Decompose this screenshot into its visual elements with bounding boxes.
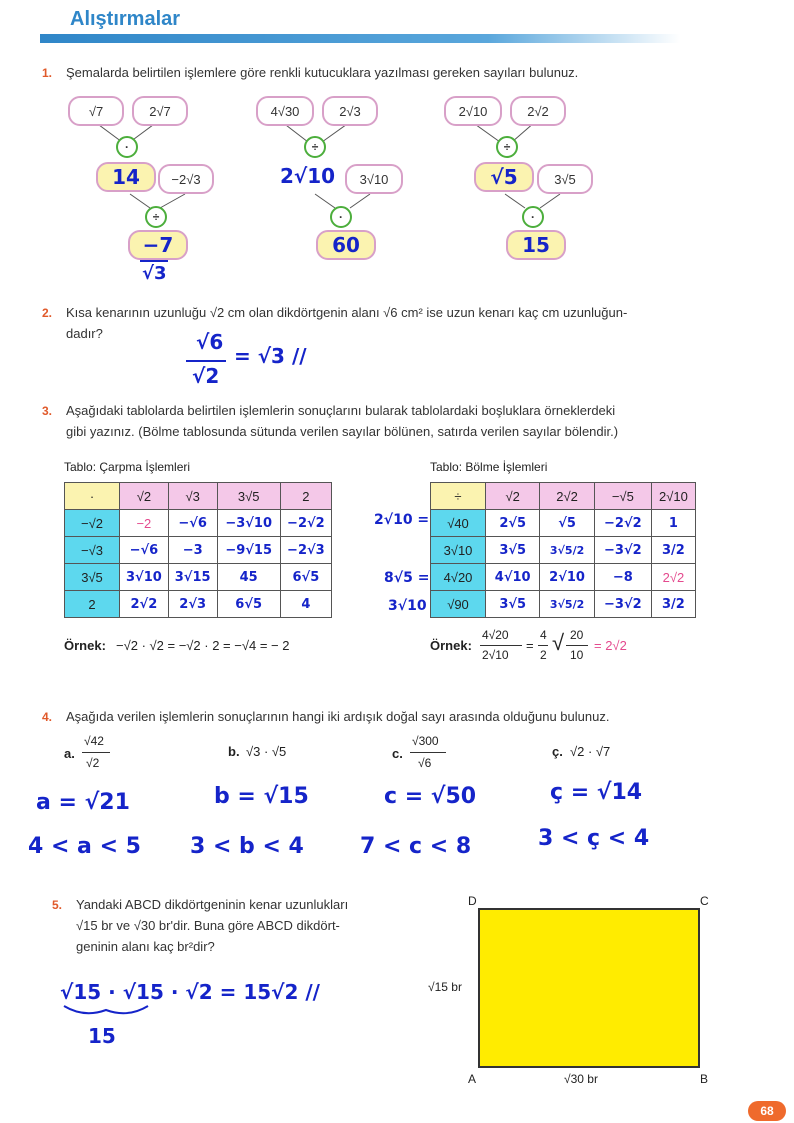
q4-a-label: a. [64,746,75,761]
example-2-mid-denominator: 2 [540,648,547,662]
d2-answer-mid: 2√10 [280,164,336,188]
div-cell: 4√10 [486,564,540,591]
mult-col-header: 2 [280,483,331,510]
mult-cell: −3 [168,537,217,564]
div-side-note: 3√10 [388,598,427,614]
div-cell: 2√5 [486,510,540,537]
mult-cell: 3√15 [168,564,217,591]
question-4-number: 4. [42,710,53,724]
q4-c-fraction-bar [410,752,446,753]
q4-hw-answer-b: b = √15 [214,784,309,809]
mult-cell-example: −2 [120,510,169,537]
mult-cell: −2√3 [280,537,331,564]
d3-input-b: 2√2 [510,96,566,126]
div-cell: √5 [540,510,594,537]
q2-hw-result: = √3 // [234,344,307,368]
question-1-text: Şemalarda belirtilen işlemlere göre renkli kutucuklara yazılması gereken sayıları bulunuz. [66,65,579,80]
example-2-root-numerator: 20 [570,628,584,642]
div-cell: 3/2 [651,537,695,564]
q4-c-denominator: √6 [418,756,432,770]
q5-hw-subtotal: 15 [88,1024,116,1048]
question-4-text: Aşağıda verilen işlemlerin sonuçlarının hangi iki ardışık doğal sayı arasında olduğunu bulunuz. [66,709,610,724]
mult-cell: 6√5 [217,591,280,618]
d1-fraction-bar [140,260,168,262]
d2-input-a: 4√30 [256,96,314,126]
q2-hw-numerator: √6 [196,330,224,354]
question-3-number: 3. [42,404,53,418]
q4-a-numerator: √42 [84,734,104,748]
d2-multiply-operator: · [330,206,352,228]
mult-cell: 3√10 [120,564,169,591]
div-side-note: 2√10 = [374,512,430,528]
example-2-label: Örnek: [430,638,472,653]
question-1-number: 1. [42,66,53,80]
q2-hw-denominator: √2 [192,364,220,388]
div-cell: 3√5 [486,591,540,618]
question-3-text-line1: Aşağıdaki tablolarda belirtilen işlemlerin sonuçlarını bularak tablolardaki boşluklara örneklerdeki [66,403,616,418]
q4-d-label: ç. [552,744,563,759]
example-2-fraction-bar [480,645,522,646]
example-2-result: = 2√2 [594,638,627,653]
q4-hw-range-b: 3 < b < 4 [190,834,304,859]
mult-row-header: 3√5 [65,564,120,591]
mult-cell: −√6 [168,510,217,537]
rect-bottom-side-label: √30 br [564,1072,598,1086]
div-cell: 3√5/2 [540,537,594,564]
div-cell-example: 2√2 [651,564,695,591]
mult-cell: −2√2 [280,510,331,537]
d3-input-c: 3√5 [537,164,593,194]
q4-hw-answer-a: a = √21 [36,790,130,815]
d1-answer-result: −7 [128,230,188,260]
rect-vertex-d: D [468,894,477,908]
abcd-rectangle [478,908,700,1068]
d1-input-b: 2√7 [132,96,188,126]
d3-multiply-operator: · [522,206,544,228]
example-2-mid-bar [538,645,548,646]
div-row-header: 3√10 [431,537,486,564]
example-2-root-sign: √ [552,630,565,655]
div-cell: −2√2 [594,510,651,537]
q4-hw-answer-c: c = √50 [384,784,477,809]
d3-divide-operator: ÷ [496,136,518,158]
question-5-text-line3: geninin alanı kaç br²dir? [76,939,215,954]
div-cell: −3√2 [594,537,651,564]
example-2-equals: = [526,638,534,653]
d3-answer-mid: √5 [474,162,534,192]
d1-divide-operator: ÷ [145,206,167,228]
div-col-header: −√5 [594,483,651,510]
d2-input-c: 3√10 [345,164,403,194]
q4-c-label: c. [392,746,403,761]
mult-cell: 4 [280,591,331,618]
div-col-header: √2 [486,483,540,510]
question-5-text-line2: √15 br ve √30 br'dir. Buna göre ABCD dikdört- [76,918,340,933]
question-2-text-line1: Kısa kenarının uzunluğu √2 cm olan dikdörtgenin alanı √6 cm² ise uzun kenarı kaç cm uzunluğun- [66,305,628,320]
div-cell: 2√10 [540,564,594,591]
mult-cell: 6√5 [280,564,331,591]
example-2-denominator: 2√10 [482,648,509,662]
div-cell: 3√5/2 [540,591,594,618]
question-5-number: 5. [52,898,63,912]
mult-cell: −√6 [120,537,169,564]
d1-input-a: √7 [68,96,124,126]
div-col-header: 2√2 [540,483,594,510]
div-cell: 1 [651,510,695,537]
div-table-caption: Tablo: Bölme İşlemleri [430,460,548,474]
q4-hw-range-d: 3 < ç < 4 [538,826,650,851]
mult-cell: 2√3 [168,591,217,618]
mult-table [64,482,332,618]
rect-vertex-b: B [700,1072,709,1086]
example-1-label: Örnek: [64,638,106,653]
q4-a-denominator: √2 [86,756,100,770]
example-2-root-denominator: 10 [570,648,584,662]
d2-answer-result: 60 [316,230,376,260]
d1-multiply-operator: · [116,136,138,158]
q5-hw-calculation: √15 · √15 · √2 = 15√2 // [60,980,320,1004]
question-3-text-line2: gibi yazınız. (Bölme tablosunda sütunda verilen sayılar bölünen, satırda verilen sayılar bölendir.) [66,424,619,439]
page-title: Alıştırmalar [70,8,181,30]
example-1-expression: −√2 · √2 = −√2 · 2 = −√4 = − 2 [116,638,290,653]
mult-cell: −9√15 [217,537,280,564]
q4-d-expression: √2 · √7 [570,744,611,759]
mult-col-header: √2 [120,483,169,510]
div-table [430,482,696,618]
d1-input-c: −2√3 [158,164,214,194]
mult-corner: · [65,483,120,510]
mult-cell: −3√10 [217,510,280,537]
q2-hw-fraction-bar [186,360,226,362]
d1-answer-mid: 14 [96,162,156,192]
q4-c-numerator: √300 [412,734,439,748]
q5-hw-brace [62,1004,152,1020]
div-side-note: 8√5 = [384,570,430,586]
div-cell: −8 [594,564,651,591]
example-2-numerator: 4√20 [482,628,509,642]
mult-row-header: −√3 [65,537,120,564]
div-cell: 3/2 [651,591,695,618]
q4-b-label: b. [228,744,240,759]
q4-b-expression: √3 · √5 [246,744,287,759]
d3-answer-result: 15 [506,230,566,260]
question-2-number: 2. [42,306,53,320]
rect-vertex-a: A [468,1072,477,1086]
div-col-header: 2√10 [651,483,695,510]
div-corner: ÷ [431,483,486,510]
d3-input-a: 2√10 [444,96,502,126]
mult-col-header: √3 [168,483,217,510]
mult-row-header: 2 [65,591,120,618]
d2-divide-operator: ÷ [304,136,326,158]
example-2-root-bar [566,645,588,646]
q4-a-fraction-bar [82,752,110,753]
mult-col-header: 3√5 [217,483,280,510]
rect-left-side-label: √15 br [428,980,462,994]
mult-cell: 45 [217,564,280,591]
div-row-header: √90 [431,591,486,618]
mult-table-caption: Tablo: Çarpma İşlemleri [64,460,191,474]
question-5-text-line1: Yandaki ABCD dikdörtgeninin kenar uzunlukları [76,897,349,912]
q4-hw-range-c: 7 < c < 8 [360,834,472,859]
div-row-header: √40 [431,510,486,537]
q4-hw-range-a: 4 < a < 5 [28,834,141,859]
d1-answer-denominator: √3 [142,263,167,284]
mult-cell: 2√2 [120,591,169,618]
div-cell: 3√5 [486,537,540,564]
mult-row-header: −√2 [65,510,120,537]
div-cell: −3√2 [594,591,651,618]
page-number-badge: 68 [748,1101,786,1121]
q4-hw-answer-d: ç = √14 [550,780,643,805]
div-row-header: 4√20 [431,564,486,591]
rect-vertex-c: C [700,894,709,908]
example-2-mid-numerator: 4 [540,628,547,642]
question-2-text-line2: dadır? [66,326,103,341]
d2-input-b: 2√3 [322,96,378,126]
